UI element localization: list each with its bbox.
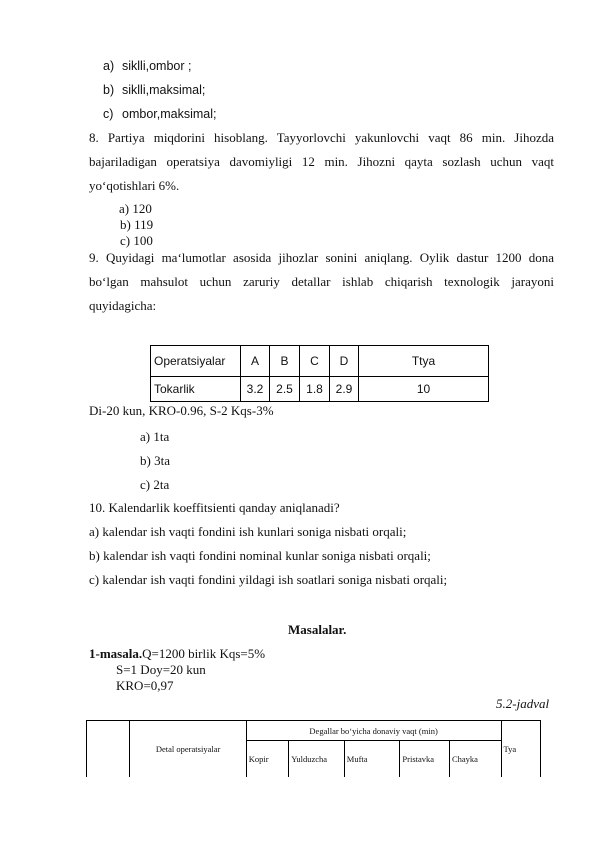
q8-option-b: b) 119 [120,217,154,232]
option-b-text: siklli,maksimal; [122,83,206,97]
masala1-label: 1-masala. [89,646,143,661]
option-c-text: ombor,maksimal; [122,107,217,121]
masala1-line-3: KRO=0,97 [116,678,174,693]
q8-line-2: bajariladigan operatsiya davomiyligi 12 min. Jihozni qayta sozlash uchun vaqt [89,154,554,169]
q10-question: 10. Kalendarlik koeffitsienti qanday aniqlanadi? [89,500,340,515]
col-chayka: Chayka [449,741,501,777]
q9-line-1: 9. Quyidagi ma‘lumotlar asosida jihozlar sonini aniqlang. Oylik dastur 1200 dona [89,250,554,265]
q9-line-2: bo‘lgan mahsulot uchun zaruriy detallar ishlab chiqarish texnologik jarayoni [89,274,554,289]
col-detal-operatsiyalar: Detal operatsiyalar [130,721,246,777]
col-tya: Tya [501,721,541,777]
header-d: D [330,346,359,377]
header-b: B [270,346,300,377]
header-a: A [241,346,270,377]
table-reference: 5.2-jadval [496,696,550,711]
q8-option-c: c) 100 [120,233,153,248]
header-operatsiyalar: Operatsiyalar [151,346,241,377]
option-b-letter: b) [103,83,115,97]
section-title: Masalalar. [288,622,347,637]
group-header: Degallar bo‘yicha donaviy vaqt (min) [246,721,501,741]
cell-ttya: 10 [359,377,489,402]
parts-table [86,720,541,777]
q9-option-b: b) 3ta [140,453,170,468]
q9-option-a: a) 1ta [140,429,170,444]
header-c: C [300,346,330,377]
col-yulduzcha: Yulduzcha [289,741,345,777]
masala1-data: Q=1200 birlik Kqs=5% [142,646,266,661]
option-a-letter: a) [103,59,115,73]
cell-a: 3.2 [241,377,270,402]
q10-option-c: c) kalendar ish vaqti fondini yildagi ish soatlari soniga nisbati orqali; [89,572,448,587]
q9-option-c: c) 2ta [140,477,170,492]
q10-option-b: b) kalendar ish vaqti fondini nominal kunlar soniga nisbati orqali; [89,548,431,563]
option-a-text: siklli,ombor ; [122,59,192,73]
blank-col [87,721,130,777]
q9-params: Di-20 kun, KRO-0.96, S-2 Kqs-3% [89,403,274,418]
q9-line-3: quyidagicha: [89,298,157,313]
cell-c: 1.8 [300,377,330,402]
option-c-letter: c) [103,107,114,121]
q8-option-a: a) 120 [119,201,152,216]
col-mufta: Mufta [344,741,400,777]
cell-b: 2.5 [270,377,300,402]
col-kopir: Kopir [246,741,288,777]
q8-line-1: 8. Partiya miqdorini hisoblang. Tayyorlovchi yakunlovchi vaqt 86 min. Jihozda [89,130,554,145]
masala1-line-2: S=1 Doy=20 kun [116,662,206,677]
col-pristavka: Pristavka [400,741,450,777]
cell-tokarlik: Tokarlik [151,377,241,402]
q10-option-a: a) kalendar ish vaqti fondini ish kunlari soniga nisbati orqali; [89,524,407,539]
operations-table [150,345,489,402]
q8-line-3: yo‘qotishlari 6%. [89,178,180,193]
masala1-line-1 [89,646,265,662]
header-ttya: Ttya [359,346,489,377]
cell-d: 2.9 [330,377,359,402]
